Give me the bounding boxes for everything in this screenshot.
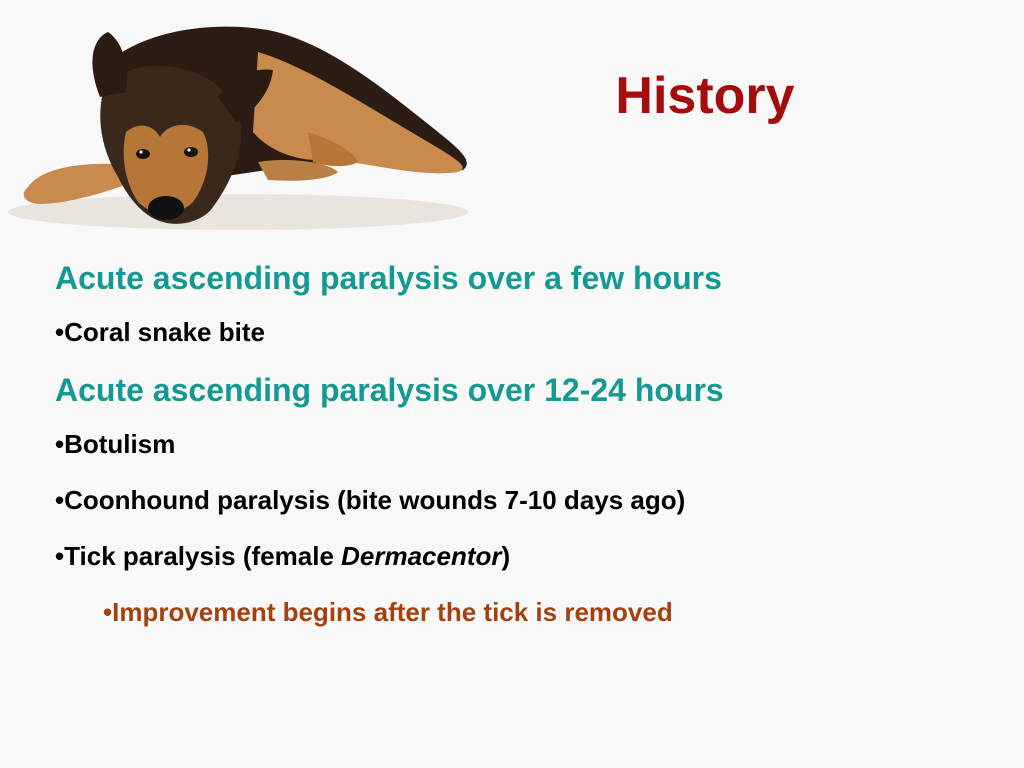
section-heading-12-24-hours: Acute ascending paralysis over 12-24 hours <box>55 372 724 408</box>
sub-item-text: Improvement begins after the tick is removed <box>112 597 673 627</box>
list-item-text: Tick paralysis (female <box>64 541 342 571</box>
list-item-coonhound <box>55 472 995 528</box>
list-item-coral-snake <box>55 304 995 360</box>
bullet-marker: • <box>55 541 65 571</box>
list-item-text: Botulism <box>64 429 176 459</box>
list-item-tick-paralysis <box>55 528 995 584</box>
sub-item-improvement <box>103 584 995 640</box>
dog-photo-icon <box>8 12 478 237</box>
list-item-text: Coral snake bite <box>64 317 265 347</box>
species-name: Dermacentor <box>341 541 502 571</box>
slide-title: History <box>615 67 795 125</box>
bullet-marker: • <box>55 317 65 347</box>
bullet-marker: • <box>55 485 65 515</box>
list-item-text-end: ) <box>501 541 511 571</box>
section-heading-few-hours: Acute ascending paralysis over a few hours <box>55 260 722 296</box>
bullet-marker: • <box>103 597 113 627</box>
bullet-marker: • <box>55 429 65 459</box>
list-item-text: Coonhound paralysis (bite wounds 7-10 days ago) <box>64 485 686 515</box>
list-item-botulism <box>55 416 995 472</box>
slide-content <box>55 252 995 640</box>
